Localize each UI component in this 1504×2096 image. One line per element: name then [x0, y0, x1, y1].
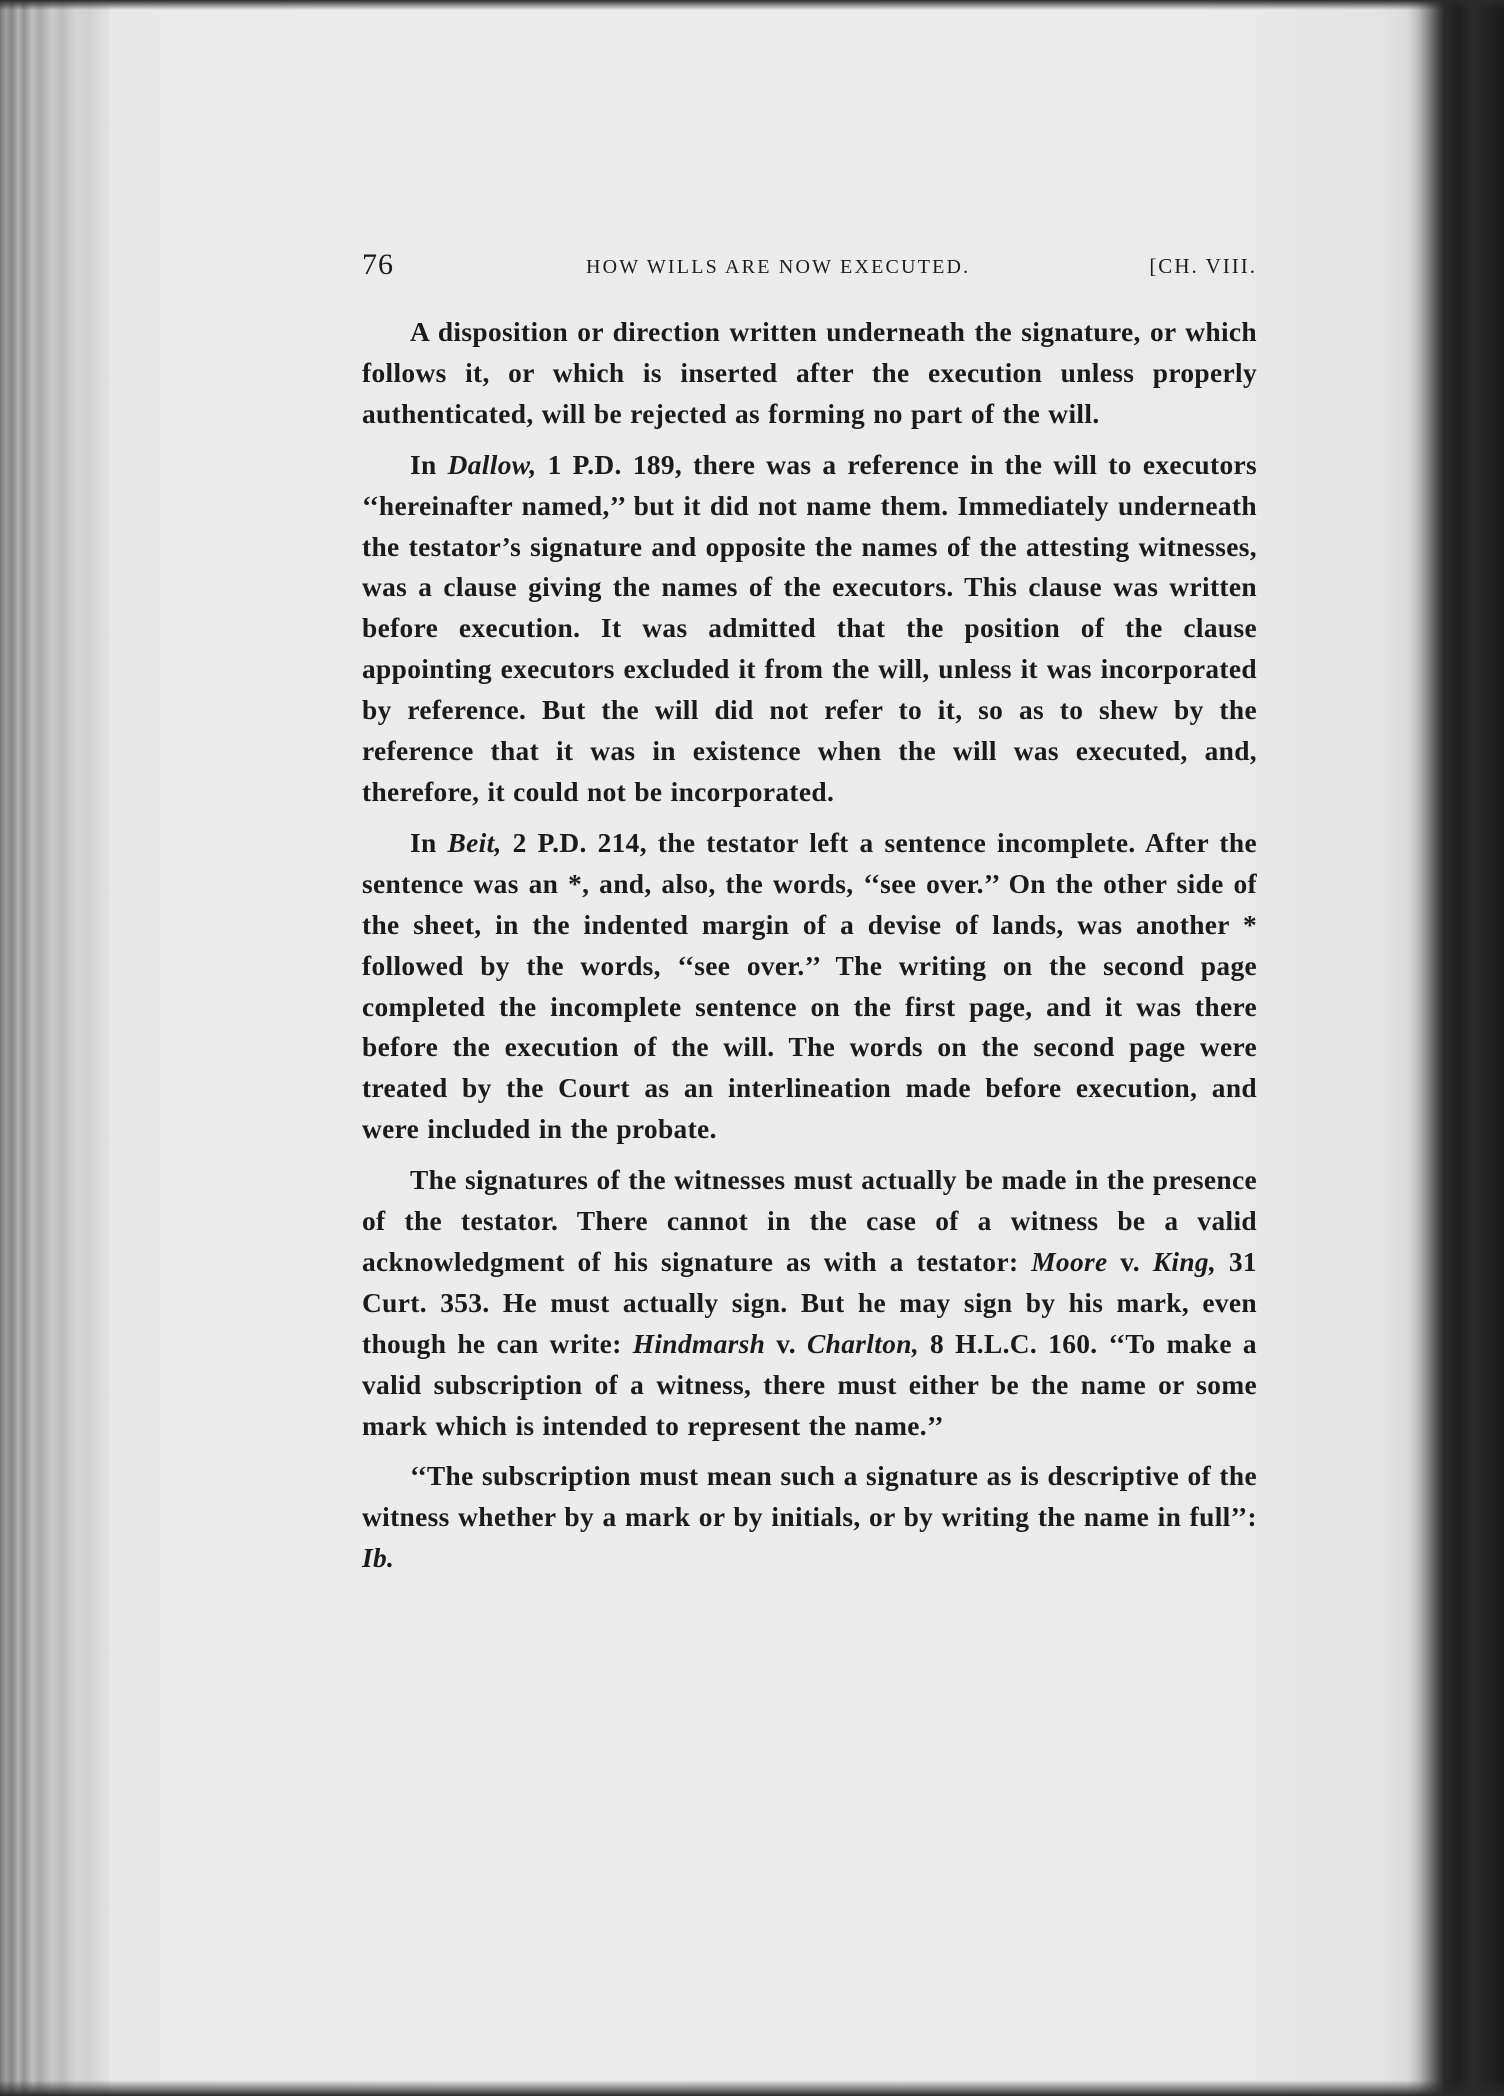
running-head: HOW WILLS ARE NOW EXECUTED. [586, 256, 971, 278]
chapter-label: [CH. VIII. [1149, 254, 1257, 278]
paragraph-1 [362, 312, 1257, 435]
case-name-beit: Beit, [447, 827, 502, 858]
case-name-king: King, [1152, 1246, 1217, 1277]
body-text [362, 312, 1257, 1579]
paragraph-2-lead: In [410, 449, 448, 480]
case-name-charlton: Charlton, [807, 1328, 920, 1359]
left-page-edges [0, 0, 110, 2096]
paragraph-3-text: 2 P.D. 214, the testator left a sentence incomplete. After the sentence was an *, and, also, the words, ‘‘see over.’’ On the other side of the sheet, in the indented margin of a devise of lands, was another * followed by the words, ‘‘see over.’’ The writing on the second page completed the incomplete sentence on the first page, and it was there before the execution of the will. The words on the second page were treated by the Court as an interlineation made before execution, and were included in the probate. [362, 827, 1257, 1145]
paragraph-4-text-a: The signatures of the witnesses must actually be made in the presence of the testator. There cannot in the case of a witness be a valid acknowledgment of his signature as with a testator: [362, 1165, 1257, 1277]
paragraph-1-text: A disposition or direction written underneath the signature, or which follows it, or which is inserted after the execution unless properly authenticated, will be rejected as forming no part of the will. [362, 317, 1257, 429]
paragraph-4-text-b: 31 Curt. 353. He must actually sign. But he may sign by his mark, even though he can write: [362, 1246, 1257, 1359]
citation-ib: Ib. [362, 1543, 395, 1574]
case-name-moore: Moore [1031, 1246, 1108, 1277]
paragraph-3-lead: In [410, 827, 448, 858]
versus-2: v. [765, 1328, 808, 1359]
page-header [362, 248, 1257, 288]
paragraph-5-text: ‘‘The subscription must mean such a signature as is descriptive of the witness whether by a mark or by initials, or by writing the name in full’’: [362, 1461, 1257, 1533]
paragraph-4 [362, 1160, 1257, 1446]
paragraph-4-text-c: 8 H.L.C. 160. ‘‘To make a valid subscription of a witness, there must either be the name or some mark which is intended to represent the name.’’ [362, 1328, 1257, 1441]
book-spine-shadow [1408, 0, 1504, 2096]
top-edge-shadow [0, 0, 1504, 10]
paragraph-2-text: 1 P.D. 189, there was a reference in the will to executors ‘‘hereinafter named,’’ but it did not name them. Immediately underneath the testator’s signature and opposite the names of the attesting witnesses, was a clause giving the names of the executors. This clause was written before execution. It was admitted that the position of the clause appointing executors excluded it from the will, unless it was incorporated by reference. But the will did not refer to it, so as to shew by the reference that it was in existence when the will was executed, and, therefore, it could not be incorporated. [362, 449, 1258, 807]
versus-1: v. [1107, 1246, 1153, 1277]
case-name-dallow: Dallow, [447, 449, 537, 480]
paragraph-3 [362, 823, 1257, 1150]
case-name-hindmarsh: Hindmarsh [632, 1328, 766, 1359]
paragraph-5 [362, 1456, 1257, 1579]
bottom-edge-shadow [0, 2080, 1504, 2096]
page-number: 76 [362, 248, 394, 281]
paragraph-2 [362, 445, 1257, 813]
